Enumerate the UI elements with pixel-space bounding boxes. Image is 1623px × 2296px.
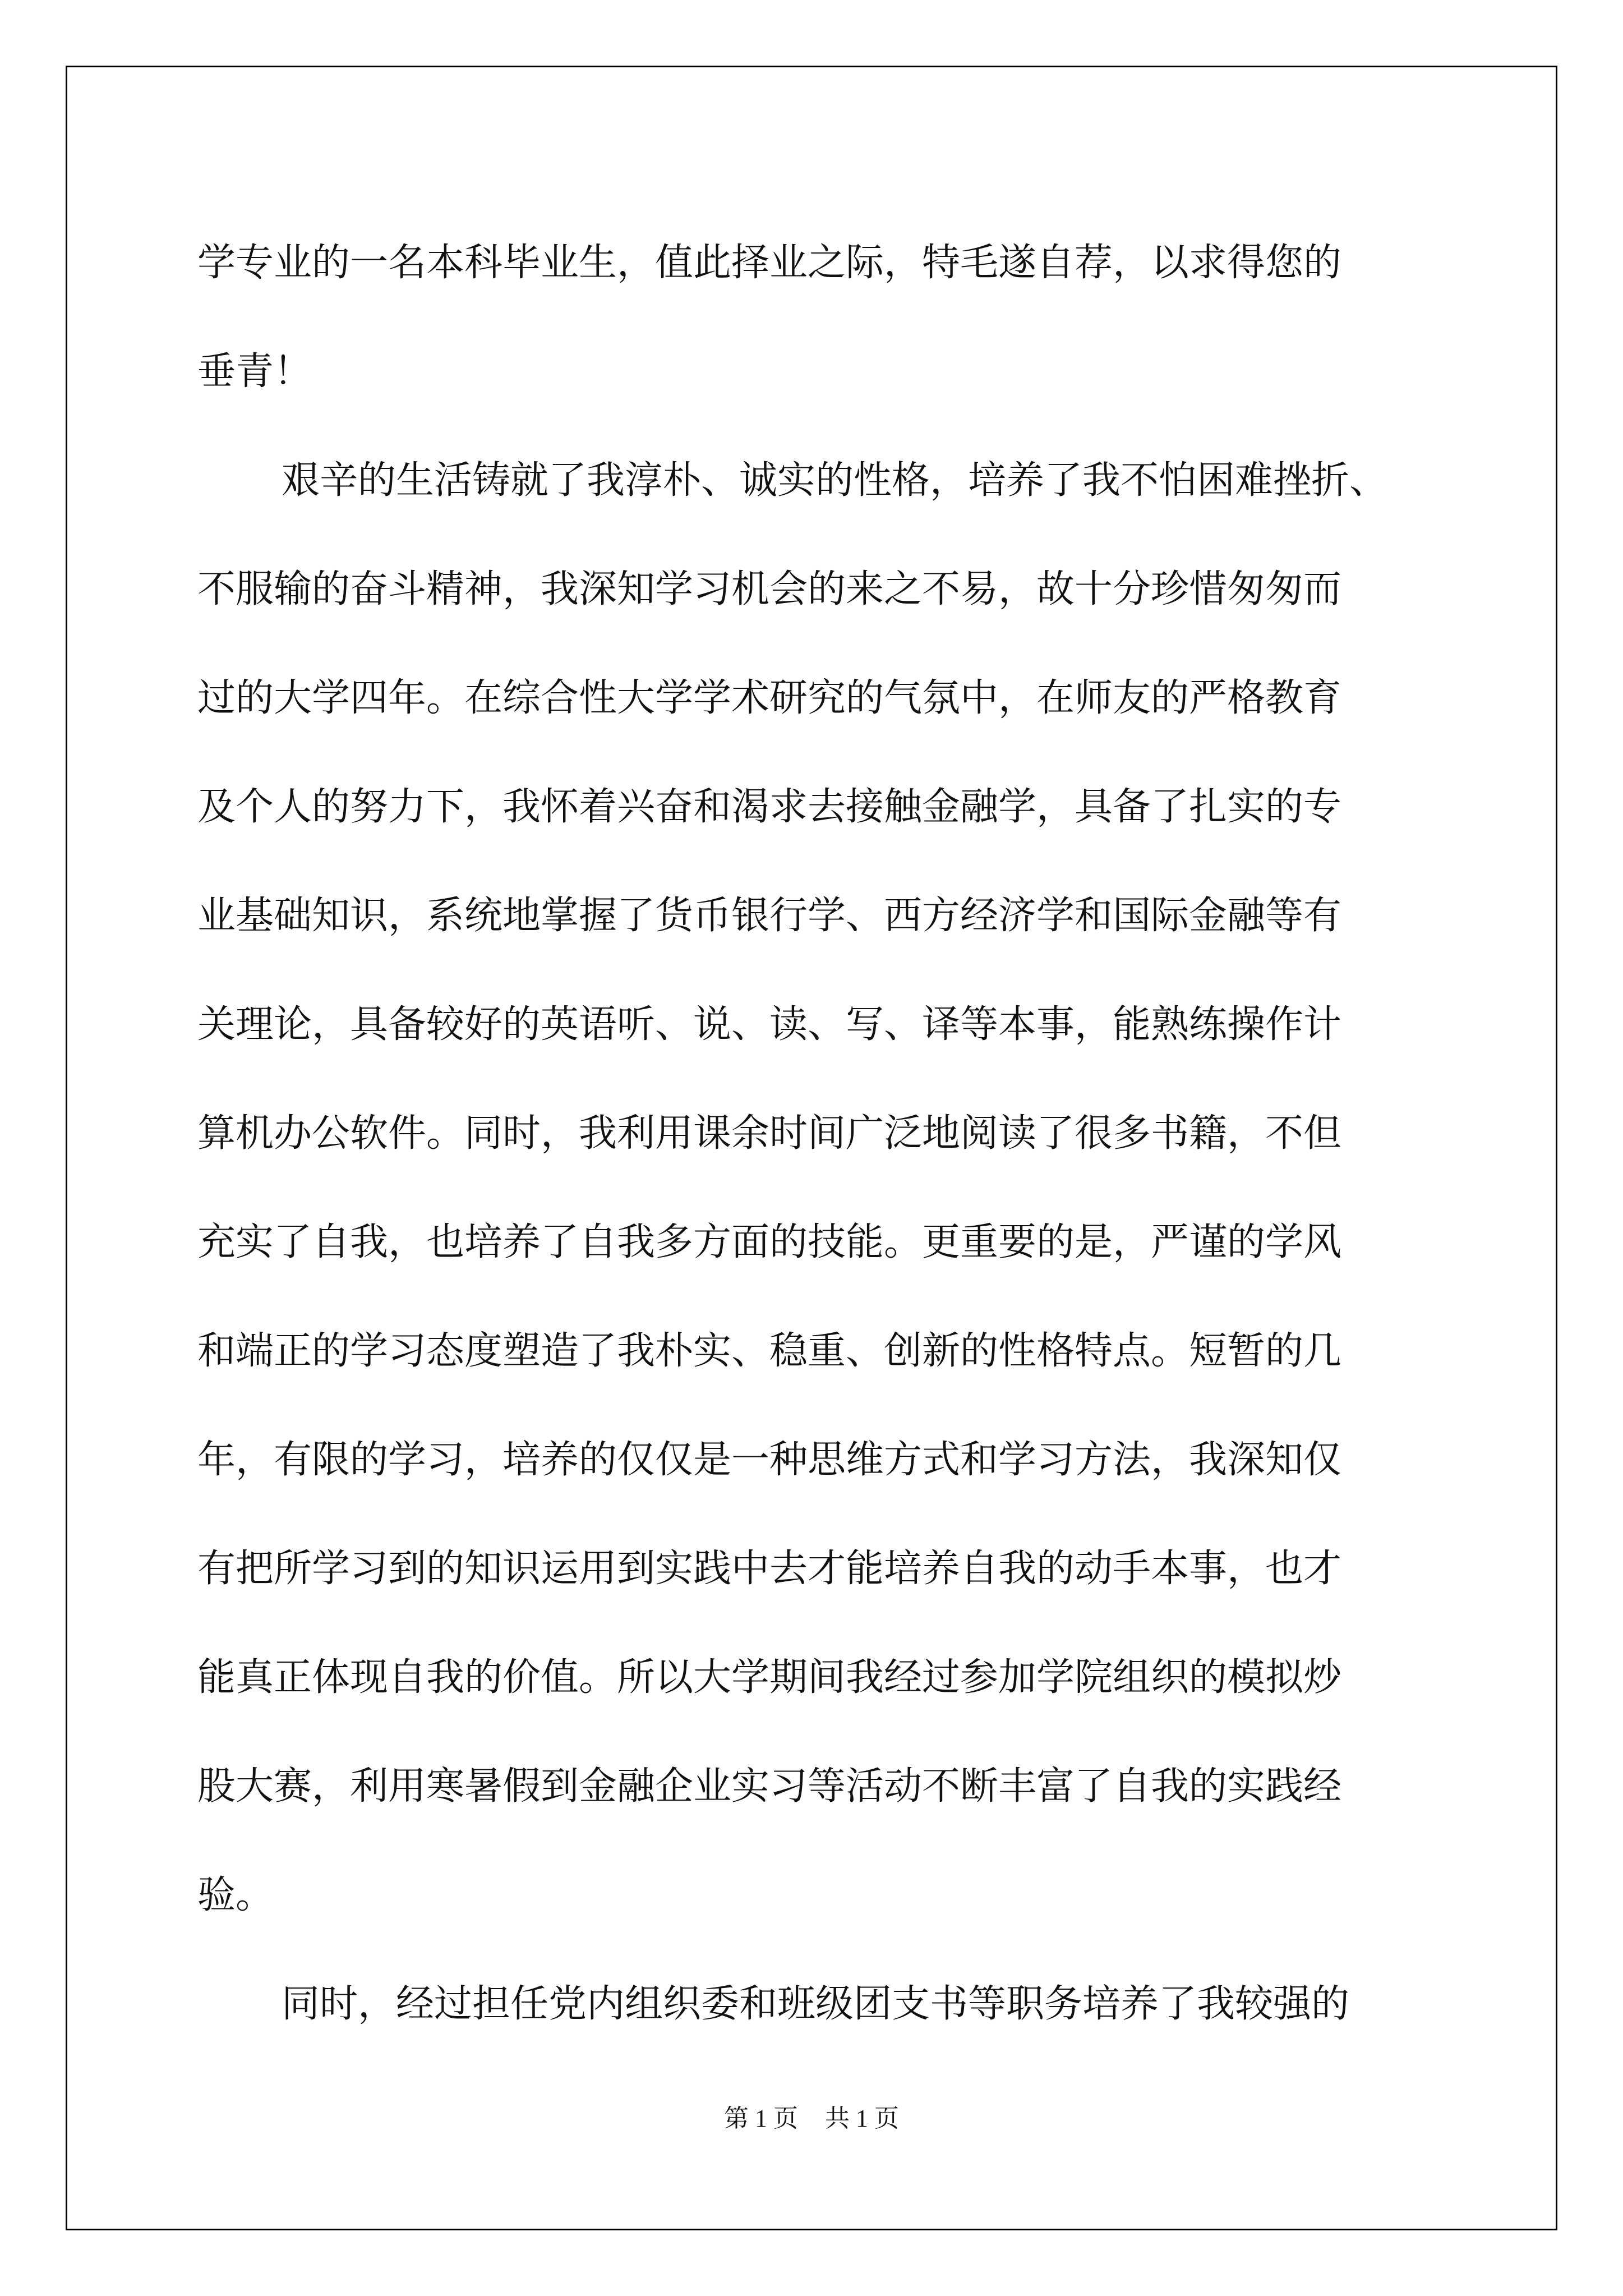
page-count: 共 1 页 (825, 2105, 899, 2132)
text-line: 及个人的努力下，我怀着兴奋和渴求去接触金融学，具备了扎实的专 (197, 785, 1342, 829)
text-line: 充实了自我，也培养了自我多方面的技能。更重要的是，严谨的学风 (197, 1220, 1342, 1264)
text-line: 能真正体现自我的价值。所以大学期间我经过参加学院组织的模拟炒 (197, 1655, 1342, 1700)
text-line: 业基础知识，系统地掌握了货币银行学、西方经济学和国际金融等有 (197, 894, 1342, 938)
text-line: 关理论，具备较好的英语听、说、读、写、译等本事，能熟练操作计 (197, 1002, 1342, 1047)
text-line: 股大赛，利用寒暑假到金融企业实习等活动不断丰富了自我的实践经 (197, 1764, 1342, 1809)
text-line: 验。 (197, 1873, 274, 1917)
paragraph-start-line: 同时，经过担任党内组织委和班级团支书等职务培养了我较强的 (282, 1982, 1350, 2026)
text-line: 有把所学习到的知识运用到实践中去才能培养自我的动手本事，也才 (197, 1547, 1342, 1591)
page-number: 第 1 页 (724, 2105, 798, 2132)
text-line: 年，有限的学习，培养的仅仅是一种思维方式和学习方法，我深知仅 (197, 1438, 1342, 1482)
text-line: 和端正的学习态度塑造了我朴实、稳重、创新的性格特点。短暂的几 (197, 1329, 1342, 1373)
text-line: 学专业的一名本科毕业生，值此择业之际，特毛遂自荐，以求得您的 (197, 241, 1342, 285)
page-footer (0, 2098, 1623, 2134)
text-line: 垂青！ (197, 349, 312, 394)
paragraph-start-line: 艰辛的生活铸就了我淳朴、诚实的性格，培养了我不怕困难挫折、 (282, 458, 1388, 503)
text-line: 算机办公软件。同时，我利用课余时间广泛地阅读了很多书籍，不但 (197, 1111, 1342, 1156)
document-body (197, 209, 1448, 2059)
text-line: 不服输的奋斗精神，我深知学习机会的来之不易，故十分珍惜匆匆而 (197, 567, 1342, 611)
text-line: 过的大学四年。在综合性大学学术研究的气氛中，在师友的严格教育 (197, 676, 1342, 720)
